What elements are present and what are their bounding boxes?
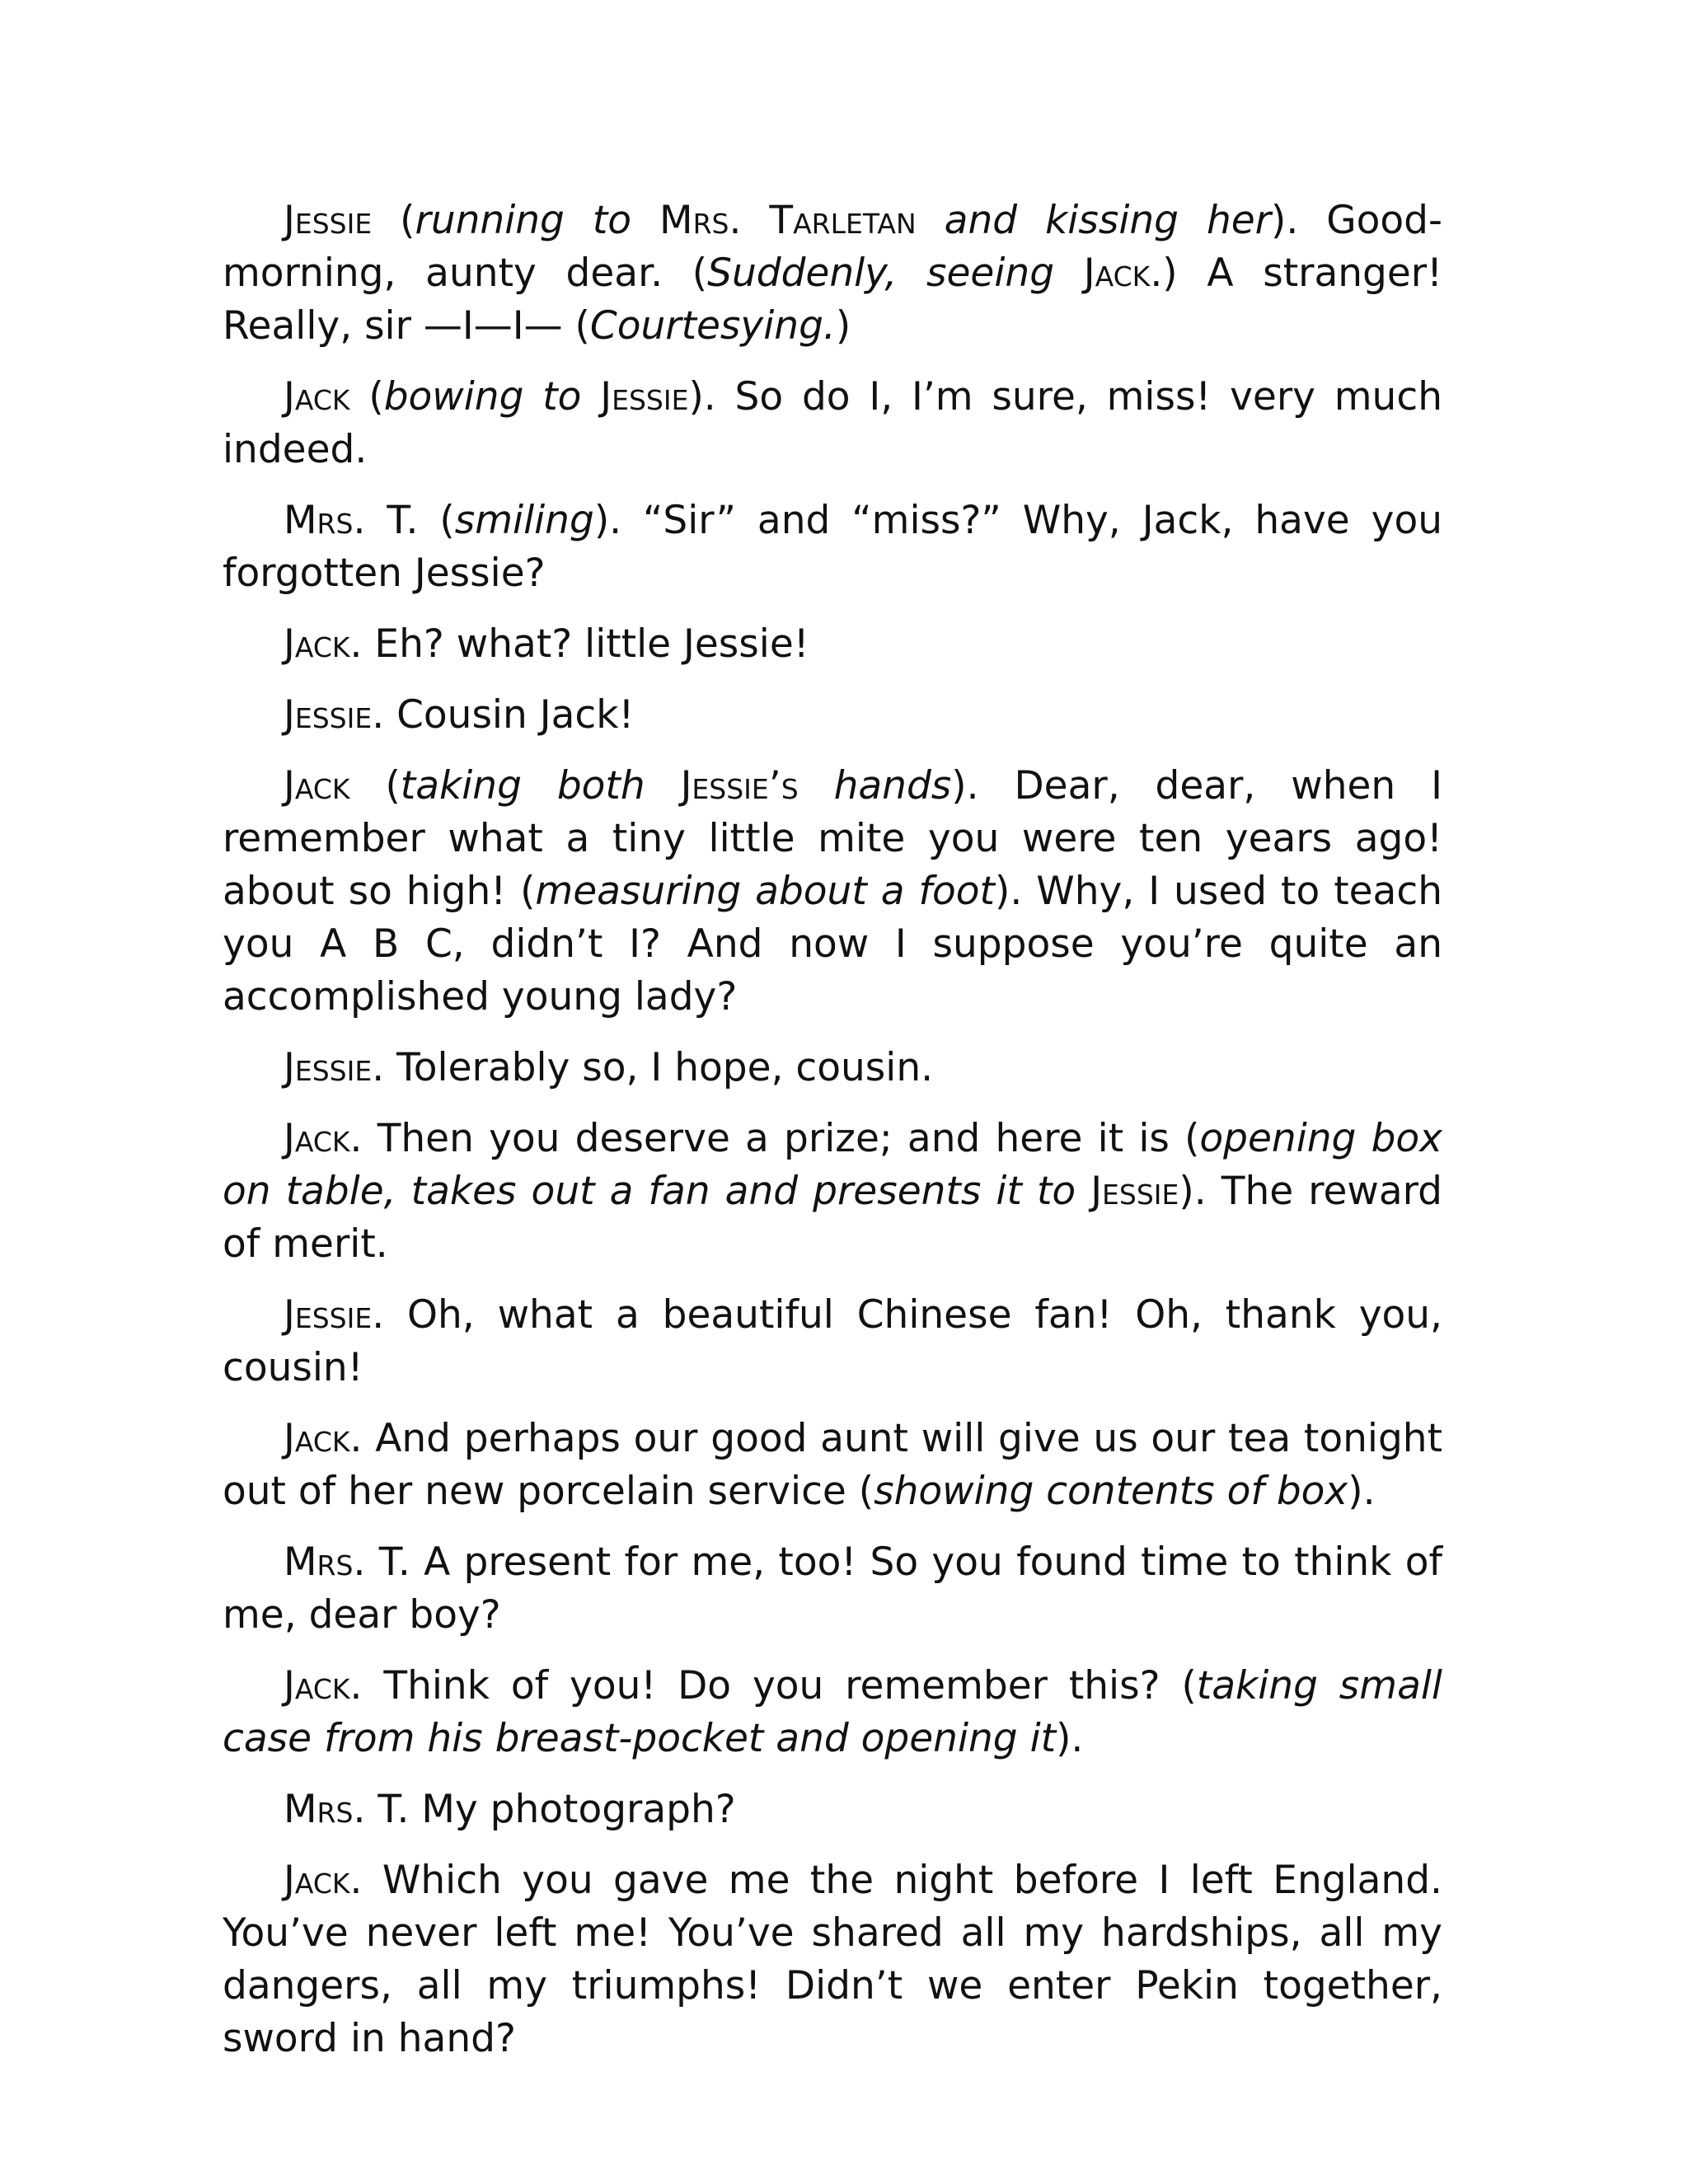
character-name: Jessie <box>581 374 689 419</box>
text-run: . Eh? what? little Jessie! <box>349 621 809 667</box>
paragraph-10 <box>223 1413 1442 1518</box>
paragraph-6 <box>223 760 1442 1024</box>
document-page <box>223 194 1442 2083</box>
text-run: ). Good-morning, aunty dear. ( <box>223 198 1442 296</box>
text-run: ). The reward of merit. <box>223 1169 1442 1267</box>
text-run: . Cousin Jack! <box>372 692 635 738</box>
paragraph-7 <box>223 1042 1442 1094</box>
stage-direction: Courtesying. <box>589 303 836 349</box>
character-name: Jessie <box>1076 1169 1179 1214</box>
character-name: Tarletan <box>769 198 917 243</box>
paragraph-4 <box>223 618 1442 671</box>
text-run: .) A stranger! Really, sir —I—I— ( <box>223 251 1442 349</box>
speaker-name: Jessie <box>284 1045 373 1090</box>
paragraph-1 <box>223 194 1442 353</box>
character-name: Jack <box>1054 251 1151 296</box>
text-run: . Oh, what a beautiful Chinese fan! Oh, thank you, cousin! <box>223 1292 1442 1390</box>
speaker-name: Jack <box>284 1116 350 1161</box>
speaker-name: Jack <box>284 763 350 808</box>
paragraph-8 <box>223 1113 1442 1271</box>
speaker-name: Jack <box>284 1416 350 1461</box>
text-run: . Which you gave me the night before I left England. You’ve never left me! You’ve shared all my hardships, all my dangers, all my triumphs! Didn’t we enter Pekin together, sword in hand? <box>223 1858 1442 2061</box>
text-run: ). So do I, I’m sure, miss! very much indeed. <box>223 374 1442 472</box>
stage-direction: measuring about a foot <box>535 869 995 914</box>
text-run: . T. ( <box>353 498 455 543</box>
speaker-name: Jack <box>284 1858 350 1903</box>
stage-direction: hands <box>833 763 952 808</box>
text-run: . And perhaps our good aunt will give us our tea tonight out of her new porcelain service ( <box>223 1416 1442 1514</box>
text-run: ). Dear, dear, when I remember what a tiny little mite you were ten years ago! about so high! ( <box>223 763 1442 914</box>
stage-direction: opening box on table, takes out a fan and presents it to <box>223 1116 1442 1214</box>
stage-direction: smiling <box>454 498 594 543</box>
speaker-name: Jack <box>284 621 350 667</box>
stage-direction: Suddenly, seeing <box>707 251 1055 296</box>
text-run <box>917 198 945 243</box>
paragraph-11 <box>223 1536 1442 1642</box>
speaker-name: Jessie <box>284 198 373 243</box>
stage-direction: running to <box>415 198 632 243</box>
paragraph-9 <box>223 1289 1442 1394</box>
stage-direction: and kissing her <box>944 198 1271 243</box>
paragraph-2 <box>223 371 1442 476</box>
text-run: ) <box>835 303 851 349</box>
speaker-name: Mrs <box>284 498 354 543</box>
text-run: ). “Sir” and “miss?” Why, Jack, have you forgotten Jessie? <box>223 498 1442 596</box>
character-name: Jessie’s <box>645 763 799 808</box>
paragraph-14 <box>223 1854 1442 2065</box>
text-run: . Tolerably so, I hope, cousin. <box>372 1045 934 1090</box>
stage-direction: taking small case from his breast-pocket and opening it <box>223 1663 1442 1761</box>
speaker-name: Jessie <box>284 692 373 738</box>
text-run: ( <box>372 198 415 243</box>
stage-direction: bowing to <box>383 374 582 419</box>
text-run: . Then you deserve a prize; and here it is ( <box>349 1116 1200 1161</box>
text-run: ). <box>1056 1716 1084 1761</box>
text-run: . <box>729 198 770 243</box>
text-run: . Think of you! Do you remember this? ( <box>349 1663 1197 1708</box>
paragraph-13 <box>223 1783 1442 1836</box>
speaker-name: Mrs <box>284 1540 354 1585</box>
text-run <box>799 763 834 808</box>
speaker-name: Mrs <box>284 1787 354 1832</box>
speaker-name: Jack <box>284 374 350 419</box>
stage-direction: taking both <box>400 763 645 808</box>
speaker-name: Jack <box>284 1663 350 1708</box>
text-run: ( <box>349 374 384 419</box>
paragraph-5 <box>223 689 1442 742</box>
paragraph-3 <box>223 494 1442 600</box>
text-run: . T. My photograph? <box>353 1787 736 1832</box>
text-run: . T. A present for me, too! So you found time to think of me, dear boy? <box>223 1540 1442 1638</box>
speaker-name: Jessie <box>284 1292 373 1338</box>
text-run: ( <box>349 763 401 808</box>
stage-direction: showing contents of box <box>874 1469 1348 1514</box>
paragraph-12 <box>223 1660 1442 1765</box>
text-run: ). <box>1348 1469 1376 1514</box>
character-name: Mrs <box>631 198 729 243</box>
text-run: ). Why, I used to teach you A B C, didn’t I? And now I suppose you’re quite an accomplished young lady? <box>223 869 1442 1019</box>
